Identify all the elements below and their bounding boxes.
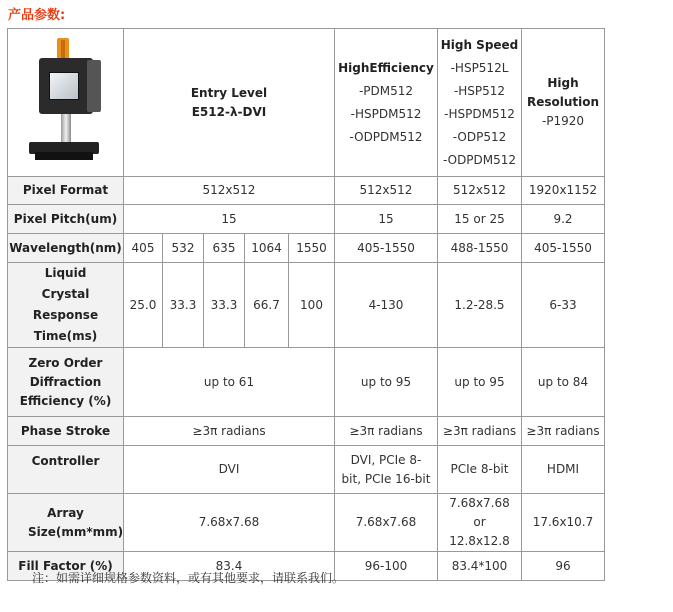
cell-entry-level: DVI xyxy=(124,446,335,494)
spec-table xyxy=(7,28,605,581)
cell-high-resolution: 1920x1152 xyxy=(522,177,605,205)
column-model: -HSPDM512 xyxy=(350,106,422,121)
cell-high-speed: 15 or 25 xyxy=(438,205,522,234)
column-model: -ODP512 xyxy=(452,129,507,144)
row-label: Wavelength(nm) xyxy=(8,234,124,263)
cell-high-resolution: 17.6x10.7 xyxy=(522,494,605,552)
row-label-text: Zero Order Diffraction Efficiency (%) xyxy=(19,355,112,408)
row-label-text: Array Size(mm*mm) xyxy=(28,505,124,539)
cell-high-speed: up to 95 xyxy=(438,348,522,417)
column-model: -PDM512 xyxy=(358,83,414,98)
column-model: -HSP512L xyxy=(450,60,509,75)
cell-high-resolution: 6-33 xyxy=(522,263,605,348)
column-model: E512-λ-DVI xyxy=(191,104,267,119)
column-model: -P1920 xyxy=(541,114,585,128)
cell-entry-532: 33.3 xyxy=(163,263,204,348)
row-label: Controller xyxy=(8,446,124,494)
cell-high-efficiency: 7.68x7.68 xyxy=(335,494,438,552)
cell-high-resolution: 9.2 xyxy=(522,205,605,234)
row-controller xyxy=(8,446,605,494)
cell-high-efficiency: ≥3π radians xyxy=(335,417,438,446)
row-label xyxy=(8,348,124,417)
column-model: -ODPDM512 xyxy=(349,129,423,144)
column-header-high-efficiency xyxy=(335,29,438,177)
column-model: -HSP512 xyxy=(453,83,506,98)
row-label: Pixel Pitch(um) xyxy=(8,205,124,234)
row-pixel-format xyxy=(8,177,605,205)
cell-entry-1550: 1550 xyxy=(289,234,335,263)
cell-high-resolution: ≥3π radians xyxy=(522,417,605,446)
cell-entry-level: up to 61 xyxy=(124,348,335,417)
cell-high-resolution: 96 xyxy=(522,552,605,581)
cell-high-efficiency: 405-1550 xyxy=(335,234,438,263)
column-title: Entry Level xyxy=(190,85,268,100)
cell-high-speed: 83.4*100 xyxy=(438,552,522,581)
cell-high-efficiency: up to 95 xyxy=(335,348,438,417)
cell-high-efficiency: DVI, PCIe 8-bit, PCIe 16-bit xyxy=(335,446,438,494)
row-pixel-pitch xyxy=(8,205,605,234)
slm-product-image xyxy=(21,38,111,168)
column-model: -HSPDM512 xyxy=(444,106,515,121)
header-row xyxy=(8,29,605,177)
row-label: Fill Factor (%) xyxy=(8,552,124,581)
page-title: 产品参数: xyxy=(8,8,66,23)
row-label xyxy=(8,494,124,552)
row-response-time xyxy=(8,263,605,348)
cell-high-speed: PCIe 8-bit xyxy=(438,446,522,494)
footnote: 注：如需详细规格参数资料，或有其他要求，请联系我们。 xyxy=(32,571,345,585)
cell-high-speed: 1.2-28.5 xyxy=(438,263,522,348)
row-wavelength xyxy=(8,234,605,263)
cell-high-resolution: up to 84 xyxy=(522,348,605,417)
row-phase-stroke xyxy=(8,417,605,446)
cell-entry-level: ≥3π radians xyxy=(124,417,335,446)
row-label xyxy=(8,263,124,348)
row-label: Pixel Format xyxy=(8,177,124,205)
cell-entry-635: 635 xyxy=(204,234,245,263)
column-header-entry-level xyxy=(124,29,335,177)
cell-entry-level: 15 xyxy=(124,205,335,234)
cell-high-speed: 7.68x7.68 or 12.8x12.8 xyxy=(438,494,522,552)
cell-entry-1064: 66.7 xyxy=(245,263,289,348)
cell-high-speed: 488-1550 xyxy=(438,234,522,263)
cell-high-efficiency: 96-100 xyxy=(335,552,438,581)
row-label-text: Liquid Crystal Response Time(ms) xyxy=(32,266,99,343)
column-header-high-speed xyxy=(438,29,522,177)
cell-entry-level: 7.68x7.68 xyxy=(124,494,335,552)
product-image-cell xyxy=(8,29,124,177)
row-diffraction-efficiency xyxy=(8,348,605,417)
cell-high-efficiency: 512x512 xyxy=(335,177,438,205)
cell-high-efficiency: 4-130 xyxy=(335,263,438,348)
column-title: HighEfficiency xyxy=(338,60,434,75)
cell-entry-532: 532 xyxy=(163,234,204,263)
cell-entry-635: 33.3 xyxy=(204,263,245,348)
cell-high-speed: 512x512 xyxy=(438,177,522,205)
cell-entry-405: 405 xyxy=(124,234,163,263)
row-array-size xyxy=(8,494,605,552)
cell-high-speed: ≥3π radians xyxy=(438,417,522,446)
cell-entry-405: 25.0 xyxy=(124,263,163,348)
cell-high-efficiency: 15 xyxy=(335,205,438,234)
column-header-high-resolution xyxy=(522,29,605,177)
cell-high-resolution: 405-1550 xyxy=(522,234,605,263)
cell-entry-1064: 1064 xyxy=(245,234,289,263)
column-title: High Speed xyxy=(440,37,519,52)
cell-entry-1550: 100 xyxy=(289,263,335,348)
column-model: -ODPDM512 xyxy=(442,152,517,167)
row-label: Phase Stroke xyxy=(8,417,124,446)
cell-entry-level: 83.4 xyxy=(124,552,335,581)
cell-entry-level: 512x512 xyxy=(124,177,335,205)
cell-high-resolution: HDMI xyxy=(522,446,605,494)
column-title: High Resolution xyxy=(526,76,600,109)
